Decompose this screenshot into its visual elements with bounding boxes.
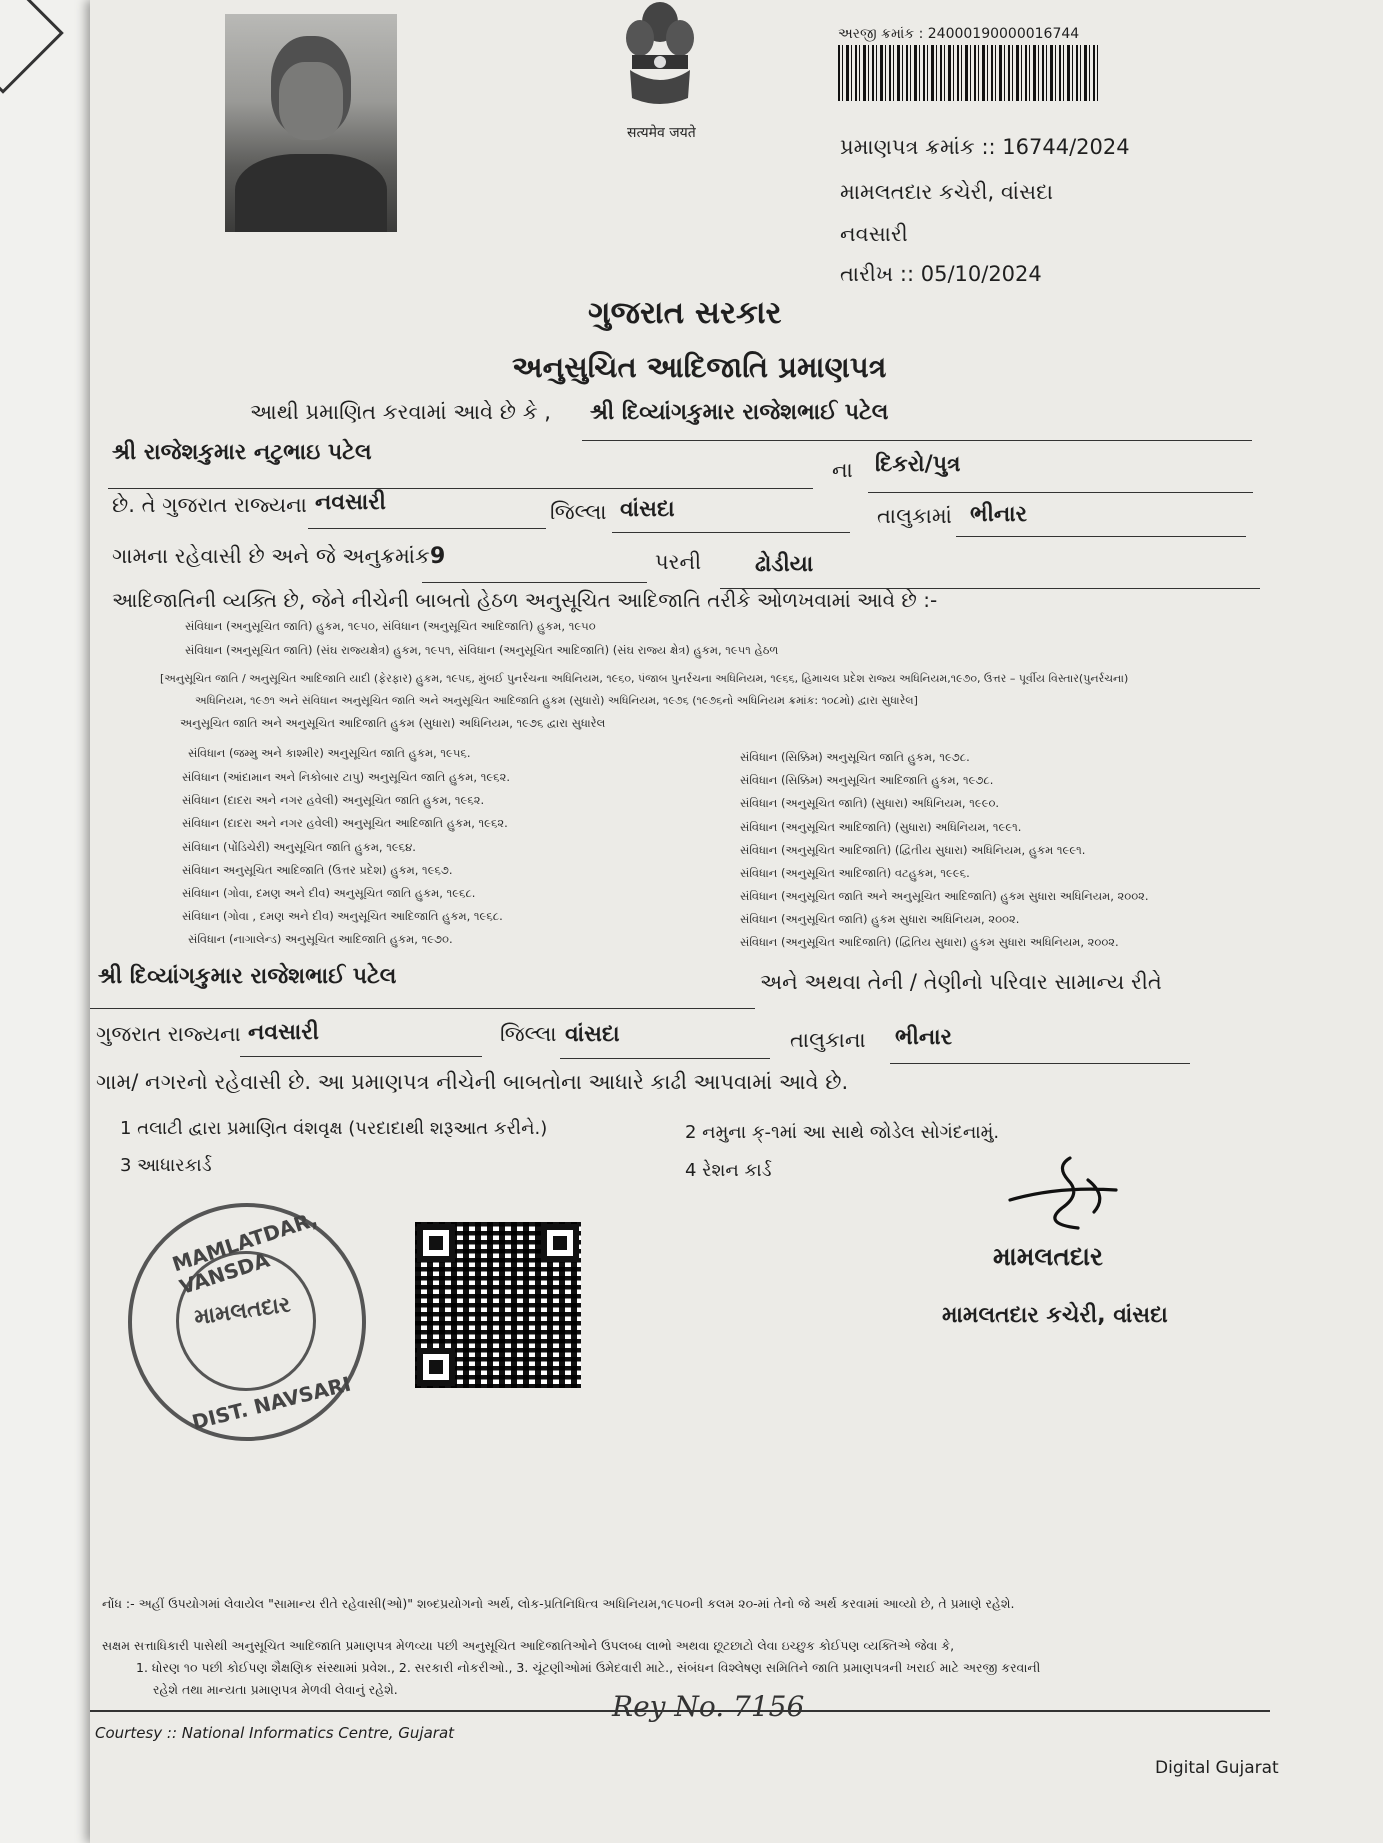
certificate-title: અનુસુચિત આદિજાતિ પ્રમાણપત્ર — [512, 350, 887, 384]
order-right: સંવિધાન (અનુસૂચિત આદિજાતિ) વટહુકમ, ૧૯૯૬. — [740, 866, 970, 880]
applicant-name: શ્રી દિવ્યાંગકુમાર રાજેશભાઈ પટેલ — [590, 400, 889, 425]
background-shape — [0, 0, 64, 94]
applicant-name-repeat: શ્રી દિવ્યાંગકુમાર રાજેશભાઈ પટેલ — [98, 964, 397, 989]
fill-line — [560, 1058, 770, 1059]
issue-date: 05/10/2024 — [920, 262, 1042, 286]
village-value-2: ભીનાર — [895, 1025, 953, 1050]
fill-line — [308, 528, 546, 529]
basis-item: 3 આધારકાર્ડ — [120, 1155, 212, 1176]
order-left: સંવિધાન (દાદરા અને નગર હવેલી) અનુસૂચિત આદિજાતિ હુકમ, ૧૯૬૨. — [182, 816, 508, 830]
order-left: સંવિધાન (નાગાલેન્ડ) અનુસૂચિત આદિજાતિ હુકમ, ૧૯૭૦. — [188, 932, 453, 946]
certificate-page — [90, 0, 1383, 1843]
order-right: સંવિધાન (અનુસૂચિત જાતિ) (સુધારા) અધિનિયમ, ૧૯૯૦. — [740, 796, 1000, 810]
government-title: ગુજરાત સરકાર — [588, 295, 782, 331]
barcode-icon — [838, 45, 1098, 101]
seal-center-text: મામલતદાર — [192, 1292, 293, 1331]
basis-item: 2 નમુના ક્-૧માં આ સાથે જોડેલ સોગંદનામું. — [685, 1122, 1000, 1143]
seal-bottom-text: DIST. NAVSARI — [189, 1371, 354, 1435]
village-value: ભીનાર — [970, 502, 1028, 527]
intro-text: આથી પ્રમાણિત કરવામાં આવે છે કે , — [250, 400, 551, 424]
basis-text: ગામ/ નગરનો રહેવાસી છે. આ પ્રમાણપત્ર નીચેની બાબતોના આધારે કાઢી આપવામાં આવે છે. — [96, 1070, 849, 1094]
signature-icon — [998, 1150, 1138, 1245]
order-left: સંવિધાન (ગોવા, દમણ અને દીવ) અનુસૂચિત જાતિ હુકમ, ૧૯૬૮. — [182, 886, 476, 900]
order-line: અનુસૂચિત જાતિ અને અનુસૂચિત આદિજાતિ હુકમ (સુધારા) અધિનિયમ, ૧૯૭૬ દ્વારા સુધારેલ — [180, 716, 606, 730]
fill-line — [868, 492, 1253, 493]
digital-gujarat-brand: Digital Gujarat — [1155, 1758, 1279, 1778]
district-value-2: નવસારી — [248, 1020, 319, 1045]
family-text: અને અથવા તેની / તેણીનો પરિવાર સામાન્ય રીતે — [760, 970, 1162, 994]
parni-text: પરની — [655, 550, 702, 574]
basis-item: 1 તલાટી દ્વારા પ્રમાણિત વંશવૃક્ષ (પરદાદાથી શરૂઆત કરીને.) — [120, 1118, 548, 1139]
signatory-office: મામલતદાર કચેરી, વાંસદા — [942, 1303, 1168, 1328]
fill-line — [90, 1008, 755, 1009]
issuing-district: નવસારી — [840, 222, 908, 246]
basis-item: 4 રેશન કાર્ડ — [685, 1160, 772, 1181]
issuing-office: મામલતદાર કચેરી, વાંસદા — [840, 180, 1053, 204]
district-value: નવસારી — [315, 490, 386, 515]
order-left: સંવિધાન (દાદરા અને નગર હવેલી) અનુસૂચિત જાતિ હુકમ, ૧૯૬૨. — [182, 793, 485, 807]
footer-note: નોંધ :- અહીં ઉપયોગમાં લેવાયેલ "સામાન્ય રીતે રહેવાસી(ઓ)" શબ્દપ્રયોગનો અર્થ, લોક-પ્રતિનિધિત્વ અધિનિયમ,૧૯૫૦ની કલમ ૨૦-માં તેનો જે અર્થ કરવામાં આવ્યો છે, તે પ્રમાણે રહેશે. — [102, 1596, 1015, 1611]
certificate-number-label: પ્રમાણપત્ર ક્રમાંક — [840, 135, 975, 159]
order-line: અધિનિયમ, ૧૯૭૧ અને સંવિધાન અનુસૂચિત જાતિ અને અનુસૂચિત આદિજાતિ હુકમ (સુધારો) અધિનિયમ, ૧૯૭૬ (૧૯૭૬નો અધિનિયમ ક્રમાંક: ૧૦૮મો) દ્વારા સુધારેલ] — [195, 694, 918, 707]
footer-line: 1. ધોરણ ૧૦ પછી કોઈપણ શૈક્ષણિક સંસ્થામાં પ્રવેશ., 2. સરકારી નોકરીઓ., 3. ચૂંટણીઓમાં ઉમેદવારી માટે., સંબંધન વિશ્લેષણ સમિતિને જાતિ પ્રમાણપત્રની ખરાઈ માટે અરજી કરવાની — [136, 1660, 1041, 1675]
application-number: અરજી ક્રમાંક : 24000190000016744 — [838, 26, 1080, 42]
district-label: જિલ્લા — [550, 500, 607, 524]
state-text: છે. તે ગુજરાત રાજ્યના — [112, 493, 307, 517]
seal-top-text: MAMLATDAR, VANSDA — [169, 1206, 321, 1300]
order-right: સંવિધાન (અનુસૂચિત આદિજાતિ) (દ્વિતીય સુધારા) અધિનિયમ, હુકમ ૧૯૯૧. — [740, 843, 1086, 857]
order-right: સંવિધાન (સિક્કિમ) અનુસૂચિત જાતિ હુકમ, ૧૯૭૮. — [740, 750, 970, 764]
mamlatdar-seal — [128, 1203, 366, 1441]
footer-line: રહેશે તથા માન્યતા પ્રમાણપત્ર મેળવી લેવાનું રહેશે. — [153, 1682, 398, 1697]
order-left: સંવિધાન (આંદામાન અને નિકોબાર ટાપુ) અનુસૂચિત જાતિ હુકમ, ૧૯૬૨. — [182, 770, 511, 784]
order-line: [અનુસૂચિત જાતિ / અનુસૂચિત આદિજાતિ યાદી (ફેરફાર) હુકમ, ૧૯૫૬, મુંબઈ પુનર્રચના અધિનિયમ, ૧૯૬૦, પંજાબ પુનર્રચના અધિનિયમ, ૧૯૬૬, હિમાચલ પ્રદેશ રાજ્ય અધિનિયમ,૧૯૭૦, ઉત્તર – પૂર્વીય વિસ્તાર(પુનર્રચના) — [160, 672, 1129, 685]
certificate-number-row: પ્રમાણપત્ર ક્રમાંક :: 16744/2024 — [840, 135, 1130, 159]
father-name: શ્રી રાજેશકુમાર નટુભાઇ પટેલ — [112, 440, 372, 465]
recognition-text: આદિજાતિની વ્યક્તિ છે, જેને નીચેની બાબતો હેઠળ અનુસૂચિત આદિજાતિ તરીકે ઓળખવામાં આવે છે :- — [112, 588, 938, 612]
date-label: તારીખ — [840, 262, 894, 286]
order-right: સંવિધાન (અનુસૂચિત આદિજાતિ) (સુધારા) અધિનિયમ, ૧૯૯૧. — [740, 820, 1022, 834]
fill-line — [956, 536, 1246, 537]
handwritten-reg-number: Rey No. 7156 — [612, 1690, 805, 1723]
order-right: સંવિધાન (અનુસૂચિત જાતિ અને અનુસૂચિત આદિજાતિ) હુકમ સુધારા અધિનિયમ, ૨૦૦૨. — [740, 889, 1149, 903]
order-left: સંવિધાન (ગોવા , દમણ અને દીવ) અનુસૂચિત આદિજાતિ હુકમ, ૧૯૬૮. — [182, 909, 503, 923]
courtesy-text: Courtesy :: National Informatics Centre, Gujarat — [95, 1724, 455, 1742]
serial-number: 9 — [430, 544, 446, 569]
fill-line — [240, 1056, 482, 1057]
relation: દિકરો/પુત્ર — [875, 452, 961, 477]
fill-line — [108, 488, 813, 489]
fill-line — [422, 582, 647, 583]
state-text-2: ગુજરાત રાજ્યના — [96, 1022, 241, 1046]
order-right: સંવિધાન (અનુસૂચિત આદિજાતિ) (દ્વિતિય સુધારા) હુકમ સુધારા અધિનિયમ, ૨૦૦૨. — [740, 935, 1119, 949]
issue-date-row: તારીખ :: 05/10/2024 — [840, 262, 1042, 286]
district-label-2: જિલ્લા — [500, 1022, 557, 1046]
order-left: સંવિધાન (જમ્મુ અને કાશ્મીર) અનુસૂચિત જાતિ હુકમ, ૧૯૫૬. — [188, 746, 471, 760]
fill-line — [890, 1063, 1190, 1064]
applicant-photo — [225, 14, 397, 232]
national-emblem-icon — [610, 0, 710, 120]
footer-line: સક્ષમ સત્તાધિકારી પાસેથી અનુસૂચિત આદિજાતિ પ્રમાણપત્ર મેળવ્યા પછી અનુસૂચિત આદિજાતિઓને ઉપલબ્ધ લાભો અથવા છૂટછાટો લેવા ઇચ્છુક કોઈપણ વ્યક્તિએ જેવા કે, — [102, 1638, 955, 1653]
na-text: ના — [832, 458, 853, 482]
taluka-label: તાલુકામાં — [877, 504, 952, 528]
order-right: સંવિધાન (સિક્કિમ) અનુસૂચિત આદિજાતિ હુકમ, ૧૯૭૮. — [740, 773, 994, 787]
order-left: સંવિધાન (પોંડિચેરી) અનુસૂચિત જાતિ હુકમ, ૧૯૬૪. — [182, 840, 416, 854]
order-line: સંવિધાન (અનુસૂચિત જાતિ) (સંઘ રાજ્યક્ષેત્ર) હુકમ, ૧૯૫૧, સંવિધાન (અનુસૂચિત આદિજાતિ) (સંઘ રાજ્ય ક્ષેત્ર) હુકમ, ૧૯૫૧ હેઠળ — [185, 643, 779, 657]
tribe-name: ઢોડીયા — [755, 552, 814, 577]
resident-text: ગામના રહેવાસી છે અને જે અનુક્રમાંક — [112, 544, 430, 568]
taluka-label-2: તાલુકાના — [790, 1028, 866, 1052]
fill-line — [612, 532, 850, 533]
order-left: સંવિધાન અનુસૂચિત આદિજાતિ (ઉત્તર પ્રદેશ) હુકમ, ૧૯૬૭. — [182, 863, 453, 877]
order-right: સંવિધાન (અનુસૂચિત જાતિ) હુકમ સુધારા અધિનિયમ, ૨૦૦૨. — [740, 912, 1020, 926]
qr-code-icon — [415, 1222, 581, 1388]
certificate-number: 16744/2024 — [1002, 135, 1130, 159]
signatory-title: મામલતદાર — [993, 1242, 1103, 1271]
taluka-value: વાંસદા — [620, 497, 675, 522]
taluka-value-2: વાંસદા — [565, 1022, 620, 1047]
emblem-motto: सत्यमेव जयते — [627, 125, 696, 141]
footer-divider — [90, 1710, 1270, 1712]
order-line: સંવિધાન (અનુસૂચિત જાતિ) હુકમ, ૧૯૫૦, સંવિધાન (અનુસૂચિત આદિજાતિ) હુકમ, ૧૯૫૦ — [185, 619, 596, 633]
fill-line — [582, 440, 1252, 441]
